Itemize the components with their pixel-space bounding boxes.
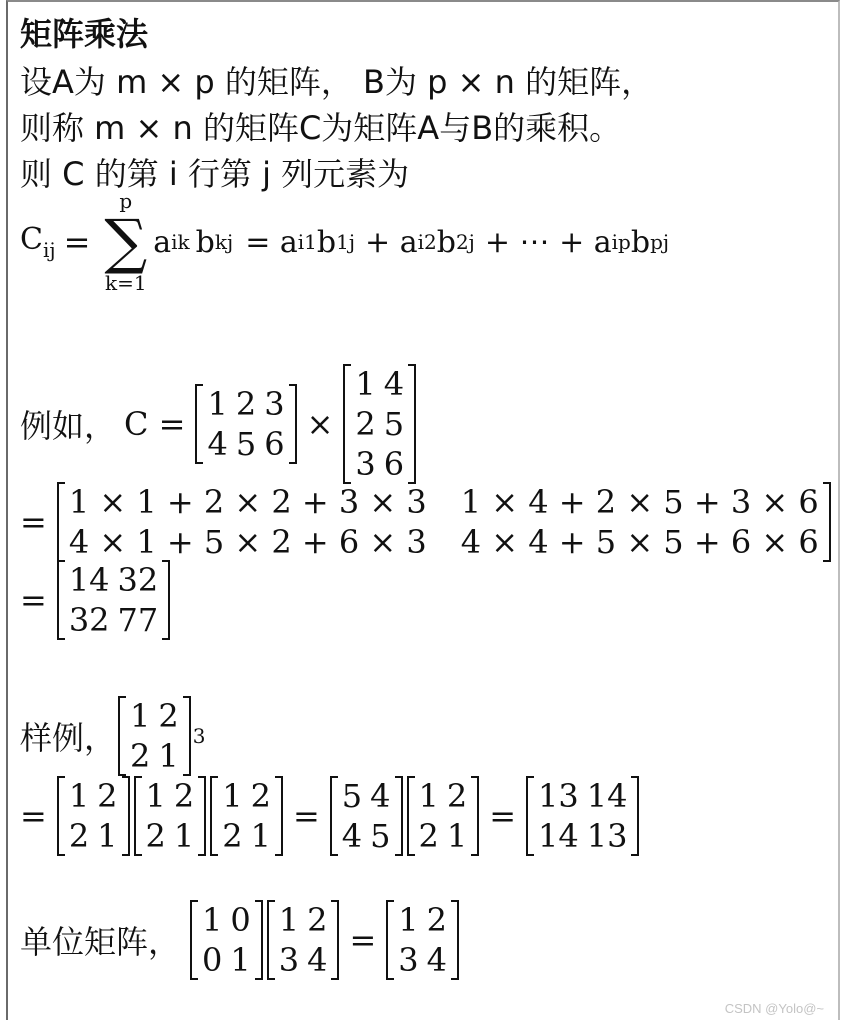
matrix-cell: 4 <box>307 941 328 979</box>
definition-line-1: 设A为 m × p 的矩阵， B为 p × n 的矩阵， <box>20 63 654 101</box>
matrix-cell: 14 <box>538 817 579 855</box>
matrix-row <box>351 444 408 484</box>
matrix-cell: 2 <box>307 901 328 939</box>
section-title: 矩阵乘法 <box>20 15 149 53</box>
identity-line: 单位矩阵， 1 0 0 1 1 2 3 4 = 1 2 3 4 <box>20 900 461 980</box>
matrix-cell: 6 <box>264 425 285 463</box>
matrix-cell: 2 <box>355 405 376 443</box>
matrix-cell: 4 <box>383 365 405 403</box>
matrix-cell: 4 × 1 + 5 × 2 + 6 × 3 <box>68 523 427 561</box>
matrix-cell: 2 <box>250 777 271 815</box>
matrix-row <box>198 900 255 940</box>
expanded-line: = 1 × 1 + 2 × 2 + 3 × 3 1 × 4 + 2 × 5 + 3 × 6 4 × 1 + 5 × 2 + 6 × 3 4 × 4 + 5 × 5 + 6 × 6 <box>20 482 833 562</box>
matrix-identity <box>190 900 263 980</box>
matrix-row <box>338 816 395 856</box>
matrix-cell: 4 <box>207 425 228 463</box>
matrix-cell: 14 <box>68 561 110 599</box>
matrix-cell: 1 <box>355 365 376 403</box>
matrix-cell: 77 <box>117 601 159 639</box>
matrix-cell: 1 <box>446 817 468 855</box>
matrix-row <box>218 816 275 856</box>
matrix-step-1 <box>57 776 130 856</box>
matrix-cell: 2 <box>68 817 90 855</box>
matrix-row <box>203 424 288 464</box>
matrix-cell: 1 <box>158 737 179 775</box>
matrix-expanded <box>57 482 831 562</box>
matrix-cell: 2 <box>145 817 166 855</box>
matrix-cell: 2 <box>426 901 447 939</box>
matrix-cell: 1 × 1 + 2 × 2 + 3 × 3 <box>68 483 427 521</box>
matrix-row <box>65 560 162 600</box>
matrix-cell: 1 <box>207 385 228 423</box>
matrix-cell: 4 <box>426 941 447 979</box>
definition-line-2: 则称 m × n 的矩阵C为矩阵A与B的乘积。 <box>20 109 622 147</box>
matrix-row <box>142 776 199 816</box>
matrix-cell: 1 <box>222 777 243 815</box>
matrix-row <box>126 696 183 736</box>
matrix-cell: 1 <box>250 817 271 855</box>
matrix-row <box>126 736 183 776</box>
matrix-cell: 1 <box>173 817 195 855</box>
matrix-mid-2 <box>407 776 480 856</box>
matrix-cell: 6 <box>383 445 405 483</box>
matrix-cell: 1 <box>230 941 251 979</box>
matrix-row <box>65 482 823 522</box>
matrix-cell: 4 × 4 + 5 × 5 + 6 × 6 <box>460 523 819 561</box>
matrix-cell: 1 <box>130 697 151 735</box>
matrix-cell: 32 <box>117 561 159 599</box>
matrix-cell: 1 <box>145 777 166 815</box>
matrix-result <box>57 560 170 640</box>
matrix-cell: 5 <box>341 777 363 815</box>
matrix-row <box>142 816 199 856</box>
matrix-cell: 2 <box>173 777 195 815</box>
matrix-row <box>394 900 451 940</box>
matrix-step-3 <box>210 776 283 856</box>
matrix-row <box>218 776 275 816</box>
matrix-row <box>275 900 332 940</box>
matrix-cell: 1 <box>398 901 419 939</box>
matrix-cell: 1 <box>278 901 300 939</box>
matrix-cell: 14 <box>586 777 628 815</box>
matrix-cell: 1 <box>68 777 90 815</box>
matrix-row <box>65 600 162 640</box>
matrix-cell: 0 <box>230 901 251 939</box>
matrix-row <box>415 816 472 856</box>
matrix-cell: 3 <box>264 385 285 423</box>
matrix-cell: 2 <box>235 385 257 423</box>
matrix-row <box>351 364 408 404</box>
matrix-row <box>198 940 255 980</box>
matrix-row <box>534 816 631 856</box>
matrix-cell: 1 <box>418 777 439 815</box>
matrix-cell: 1 <box>202 901 223 939</box>
matrix-cell: 2 <box>222 817 243 855</box>
matrix-cell: 2 <box>130 737 151 775</box>
matrix-row <box>351 404 408 444</box>
matrix-row <box>203 384 288 424</box>
matrix-cell: 5 <box>235 425 257 463</box>
result-line: = 14 32 32 77 <box>20 560 172 640</box>
matrix-cell: 3 <box>355 445 376 483</box>
matrix-cell: 3 <box>278 941 300 979</box>
matrix-cell: 32 <box>68 601 110 639</box>
sample-line: 样例， 1 2 2 1 3 <box>20 697 206 775</box>
matrix-row <box>65 776 122 816</box>
matrix-cell: 2 <box>418 817 439 855</box>
matrix-cell: 0 <box>202 941 223 979</box>
power-expansion-line: = 1 2 2 1 1 2 2 1 1 2 2 1 = 5 4 4 5 1 2 2 1 = 13 14 14 13 <box>20 776 641 856</box>
element-formula: $C_{ij}$ = p ∑ k=1 a ik b kj = a i1 b 1j + a i2 b 2j + ⋯ + a ip b pj <box>20 189 670 295</box>
matrix-cell: 1 × 4 + 2 × 5 + 3 × 6 <box>460 483 819 521</box>
matrix-row <box>415 776 472 816</box>
matrix-cell: 2 <box>158 697 179 735</box>
matrix-cell: 5 <box>370 817 391 855</box>
summation-symbol: p ∑ k=1 <box>104 189 148 295</box>
matrix-cell: 4 <box>341 817 363 855</box>
matrix-x <box>267 900 340 980</box>
matrix-cell: 4 <box>370 777 391 815</box>
matrix-row <box>275 940 332 980</box>
matrix-cell: 13 <box>586 817 628 855</box>
example-line: 例如， C = 1 2 3 4 5 6 × 1 4 2 5 3 6 <box>20 364 418 484</box>
matrix-cell: 1 <box>97 817 118 855</box>
definition-line-3: 则 C 的第 i 行第 j 列元素为 <box>20 155 410 193</box>
matrix-cell: 13 <box>538 777 579 815</box>
matrix-row <box>65 522 823 562</box>
matrix-cell: 5 <box>383 405 405 443</box>
matrix-b <box>343 364 416 484</box>
watermark: CSDN @Yolo@~ <box>724 1001 824 1016</box>
matrix-a <box>195 384 296 464</box>
matrix-step-2 <box>134 776 207 856</box>
matrix-row <box>65 816 122 856</box>
matrix-mid <box>330 776 403 856</box>
matrix-row <box>534 776 631 816</box>
matrix-row <box>394 940 451 980</box>
matrix-cell: 3 <box>398 941 419 979</box>
matrix-power-result <box>526 776 639 856</box>
matrix-m <box>118 696 191 776</box>
matrix-cell: 2 <box>446 777 468 815</box>
matrix-identity-result <box>386 900 459 980</box>
matrix-cell: 2 <box>97 777 118 815</box>
matrix-row <box>338 776 395 816</box>
